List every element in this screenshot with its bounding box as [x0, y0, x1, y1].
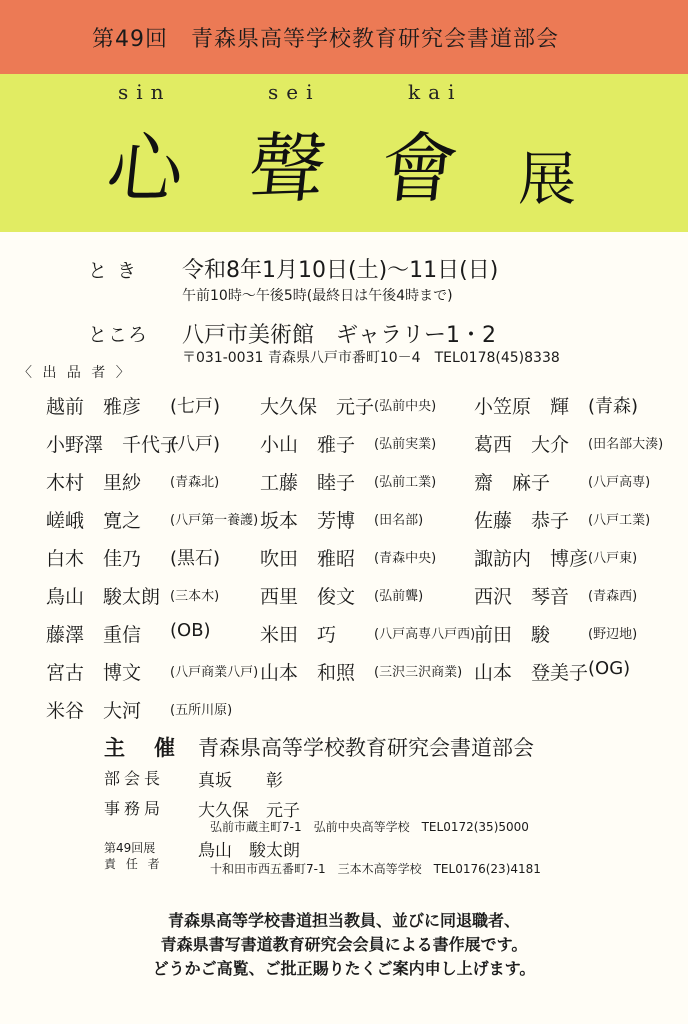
- calligraphy-shin: 心: [102, 124, 189, 213]
- exhibitor-school: (青森中央): [374, 551, 437, 566]
- exhibitor-school: (田名部): [374, 513, 424, 528]
- exhibitor-school: (八戸高専八戸西): [374, 627, 476, 642]
- romaji-kai: kai: [408, 80, 463, 104]
- exhibitor-school: (OB): [170, 620, 211, 641]
- exhibitor-school: (三沢三沢商業): [374, 665, 463, 680]
- exhibitor-school: (七戸): [170, 396, 221, 417]
- exhibitor-school: (弘前工業): [374, 475, 437, 490]
- exhibitor-name: 大久保 元子: [260, 396, 375, 418]
- exhibitor-school: (青森北): [170, 475, 220, 490]
- resp-label-2: 責 任 者: [104, 857, 163, 871]
- exhibitor-name: 白木 佳乃: [46, 548, 142, 570]
- exhibitor-school: (弘前聾): [374, 589, 424, 604]
- calligraphy-kai: 會: [376, 124, 463, 213]
- chair-name: 真坂 彰: [198, 771, 283, 791]
- exhibitor-school: (黒石): [170, 548, 221, 569]
- exhibitor-name: 吹田 雅昭: [260, 548, 356, 570]
- resp-name: 鳥山 駿太朗: [198, 841, 300, 861]
- toki-label: とき: [88, 260, 147, 282]
- exhibitor-name: 佐藤 恭子: [474, 510, 570, 532]
- title-ten: 展: [518, 145, 577, 213]
- resp-label-1: 第49回展: [104, 841, 156, 855]
- exhibitor-name: 宮古 博文: [46, 662, 142, 684]
- exhibitor-name: 藤澤 重信: [46, 624, 142, 646]
- venue-address: 〒031-0031 青森県八戸市番町10－4 TEL0178(45)8338: [182, 350, 560, 366]
- exhibitor-name: 木村 里紗: [46, 472, 142, 494]
- exhibitor-school: (八戸高専): [588, 475, 651, 490]
- exhibitor-name: 越前 雅彦: [46, 396, 142, 418]
- exhibitor-school: (五所川原): [170, 703, 233, 718]
- exhibitor-name: 前田 駿: [474, 624, 551, 646]
- header-title: 第49回 青森県高等学校教育研究会書道部会: [92, 27, 559, 52]
- exhibitor-school: (青森): [588, 396, 639, 417]
- exhibitor-name: 小山 雅子: [260, 434, 356, 456]
- host-org: 青森県高等学校教育研究会書道部会: [198, 736, 534, 760]
- romaji-sin: sin: [118, 80, 172, 104]
- exhibitor-school: (八戸東): [588, 551, 638, 566]
- exhibitor-name: 嵯峨 寛之: [46, 510, 142, 532]
- exhibitor-name: 工藤 睦子: [260, 472, 356, 494]
- resp-address: 十和田市西五番町7-1 三本木高等学校 TEL0176(23)4181: [210, 862, 541, 876]
- exhibitor-name: 葛西 大介: [474, 434, 570, 456]
- exhibitor-name: 山本 登美子: [474, 662, 589, 684]
- exhibitor-school: (八戸工業): [588, 513, 651, 528]
- exhibitor-name: 米田 巧: [260, 624, 337, 646]
- footer-line-2: 青森県書写書道教育研究会会員による書作展です。: [160, 935, 528, 954]
- chair-label: 部会長: [104, 769, 165, 788]
- exhibitor-school: (八戸商業八戸): [170, 665, 259, 680]
- romaji-sei: sei: [268, 80, 321, 104]
- exhibitor-school: (青森西): [588, 589, 638, 604]
- exhibitor-name: 齋 麻子: [474, 472, 551, 494]
- footer-line-1: 青森県高等学校書道担当教員、並びに同退職者、: [167, 911, 520, 930]
- exhibitor-name: 米谷 大河: [46, 700, 142, 722]
- tokoro-label: ところ: [88, 324, 149, 346]
- exhibitor-school: (野辺地): [588, 627, 638, 642]
- exhibitor-name: 坂本 芳博: [260, 510, 356, 532]
- calligraphy-sei: 聲: [244, 124, 331, 213]
- header-band: [0, 0, 688, 74]
- office-address: 弘前市蔵主町7-1 弘前中央高等学校 TEL0172(35)5000: [210, 820, 529, 834]
- exhibitor-school: (八戸第一養護): [170, 513, 259, 528]
- exhibitor-name: 鳥山 駿太朗: [46, 586, 161, 608]
- exhibitor-school: (弘前実業): [374, 437, 437, 452]
- exhibitor-name: 小笠原 輝: [474, 396, 570, 418]
- exhibitor-name: 西里 俊文: [260, 586, 356, 608]
- event-date: 令和8年1月10日(土)～11日(日): [182, 258, 499, 283]
- office-label: 事務局: [104, 799, 165, 818]
- exhibitor-school: (弘前中央): [374, 399, 437, 414]
- exhibitor-school: (三本木): [170, 589, 220, 604]
- venue-name: 八戸市美術館 ギャラリー1・2: [182, 323, 496, 348]
- exhibitor-name: 小野澤 千代子: [46, 434, 180, 456]
- event-hours: 午前10時～午後5時(最終日は午後4時まで): [182, 288, 453, 304]
- office-name: 大久保 元子: [198, 801, 300, 821]
- exhibitor-name: 西沢 琴音: [474, 586, 570, 608]
- exhibitors-heading: 〈 出 品 者 〉: [18, 365, 133, 381]
- exhibitor-name: 山本 和照: [260, 662, 356, 684]
- exhibitor-school: (田名部大湊): [588, 437, 664, 452]
- exhibitor-name: 諏訪内 博彦: [474, 548, 589, 570]
- footer-line-3: どうかご高覧、ご批正賜りたくご案内申し上げます。: [152, 959, 536, 978]
- host-label: 主 催: [104, 736, 179, 760]
- exhibitor-school: (OG): [588, 658, 631, 679]
- exhibitor-school: (八戸): [170, 434, 221, 455]
